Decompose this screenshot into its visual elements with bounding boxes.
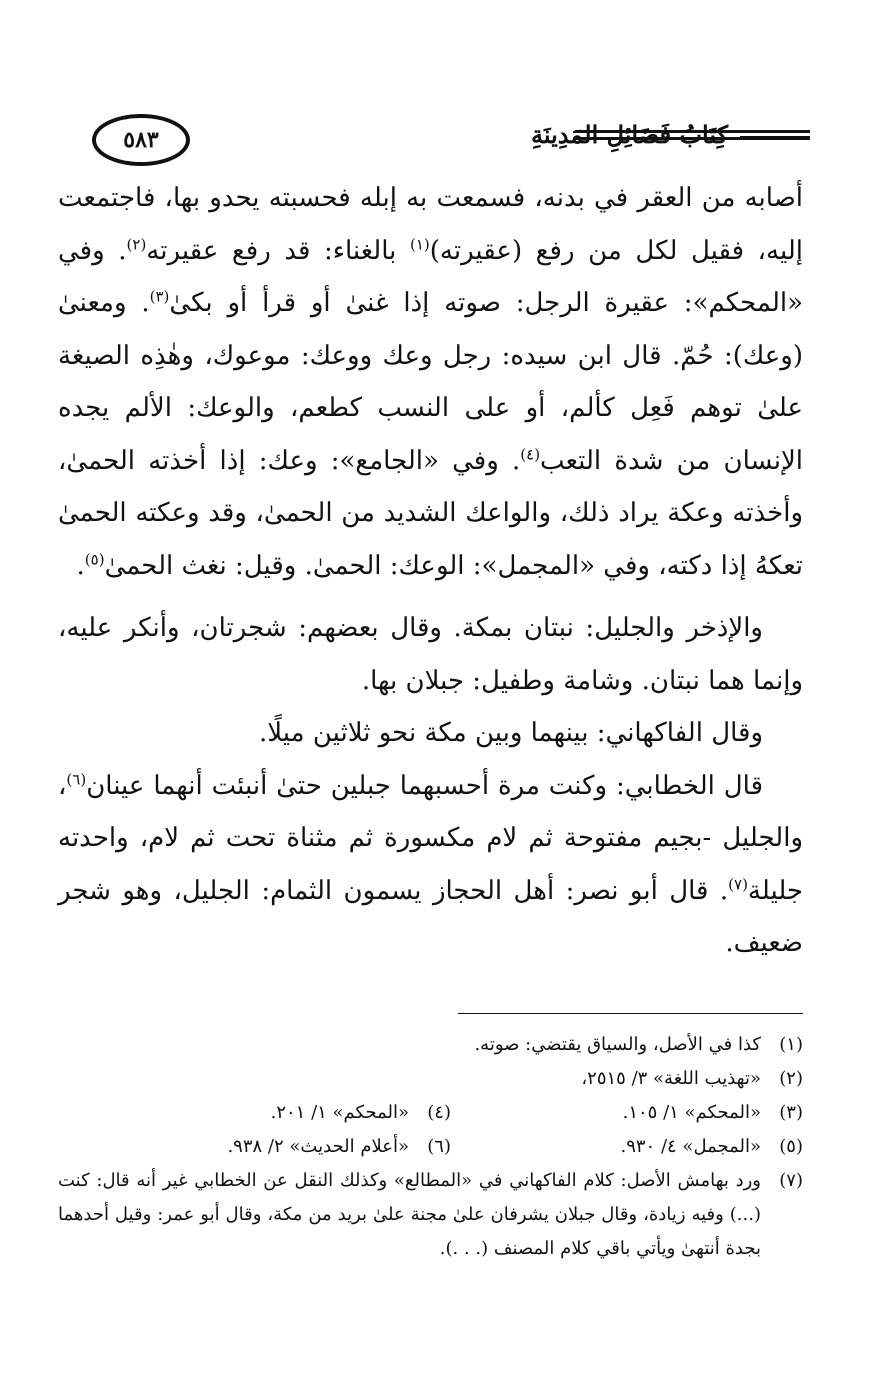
footnote <box>58 1028 803 1062</box>
footnote-text: ورد بهامش الأصل: كلام الفاكهاني في «المطالع» وكذلك النقل عن الخطابي غير أنه قال: كنت (...) وفيه زيادة، وقال جبلان يشرفان علىٰ مجنة علىٰ بريد من مكة، وقال أبو عمر: وقيل أحدهما بجدة أنتهىٰ ويأتي باقي كلام المصنف (. . .). <box>58 1170 761 1259</box>
text-run: . وفي «الجامع»: وعك: إذا أخذته الحمىٰ، وأخذته وعكة يراد ذلك، والواعك الشديد من الحمىٰ، وقد وعكته الحمىٰ تعكهُ إذا دكته، وفي «المجمل»: الوعك: الحمىٰ. وقيل: نغث الحمىٰ <box>58 445 803 581</box>
text-run: . قال أبو نصر: أهل الحجاز يسمون الثمام: الجليل، وهو شجر ضعيف. <box>58 875 803 958</box>
text-run: . <box>76 550 85 581</box>
paragraph: وقال الفاكهاني: بينهما وبين مكة نحو ثلاثين ميلًا. <box>259 718 763 748</box>
footnote-pair <box>58 1130 803 1164</box>
text-run: أصابه من العقر في بدنه، فسمعت به إبله فحسبته يحدو بها، فاجتمعت إليه، فقيل لكل من رفع (عقيرته) <box>58 183 803 266</box>
main-text <box>58 172 803 970</box>
footnote-text: «تهذيب اللغة» ٣/ ٢٥١٥، <box>581 1068 761 1089</box>
text-run: بالغناء: قد رفع عقيرته <box>146 235 410 266</box>
page-number: ٥٨٣ <box>92 114 190 166</box>
footnote-text: «المحكم» ١/ ٢٠١. <box>270 1102 409 1123</box>
footnote-number: (٤) <box>427 1102 451 1123</box>
header-rule-right <box>740 130 810 141</box>
footnote-ref: (٦) <box>66 769 87 788</box>
footnote-ref: (٣) <box>149 287 170 306</box>
footnote-number: (١) <box>779 1034 803 1055</box>
footnote-ref: (١) <box>409 234 430 253</box>
footnote-ref: (٧) <box>728 874 748 893</box>
footnote-number: (٥) <box>779 1136 803 1157</box>
page-header <box>82 112 810 164</box>
footnote-text: «المجمل» ٤/ ٩٣٠. <box>620 1136 761 1157</box>
text-run: ، والجليل -بجيم مفتوحة ثم لام مكسورة ثم مثناة تحت ثم لام، واحدته جليلة <box>58 770 803 906</box>
text-run: . ومعنىٰ (وعك): حُمّ. قال ابن سيده: رجل وعك ووعك: موعوك، وهٰذِه الصيغة علىٰ توهم فَعِل كألم، أو على النسب كطعم، والوعك: الألم يجده الإنسان من شدة التعب <box>58 288 803 476</box>
paragraph: والإذخر والجليل: نبتان بمكة. وقال بعضهم: شجرتان، وأنكر عليه، وإنما هما نبتان. وشامة وطفيل: جبلان بها. <box>58 613 803 696</box>
book-title: كِتَابُ فَضَائِلِ المَدِينَةِ <box>531 120 728 149</box>
footnote <box>58 1164 803 1266</box>
footnote-text: كذا في الأصل، والسياق يقتضي: صوته. <box>474 1034 761 1055</box>
footnote-pair <box>58 1096 803 1130</box>
text-run: . وفي «المحكم»: عقيرة الرجل: صوته إذا غنىٰ أو قرأ أو بكىٰ <box>58 235 804 318</box>
footnote-divider <box>458 1013 803 1014</box>
footnote-ref: (٥) <box>84 549 105 568</box>
footnote-number: (٧) <box>779 1170 803 1191</box>
footnote-text: «أعلام الحديث» ٢/ ٩٣٨. <box>227 1136 409 1157</box>
footnote-number: (٦) <box>427 1136 451 1157</box>
footnotes <box>58 1028 803 1266</box>
footnote-text: «المحكم» ١/ ١٠٥. <box>622 1102 761 1123</box>
footnote <box>58 1062 803 1096</box>
paragraph <box>58 760 803 970</box>
footnote-ref: (٢) <box>126 234 147 253</box>
text-run: قال الخطابي: وكنت مرة أحسبهما جبلين حتىٰ أنبئت أنهما عينان <box>86 770 763 801</box>
footnote-ref: (٤) <box>520 444 541 463</box>
footnote-number: (٢) <box>779 1068 803 1089</box>
footnote-number: (٣) <box>779 1102 803 1123</box>
paragraph <box>58 172 803 592</box>
